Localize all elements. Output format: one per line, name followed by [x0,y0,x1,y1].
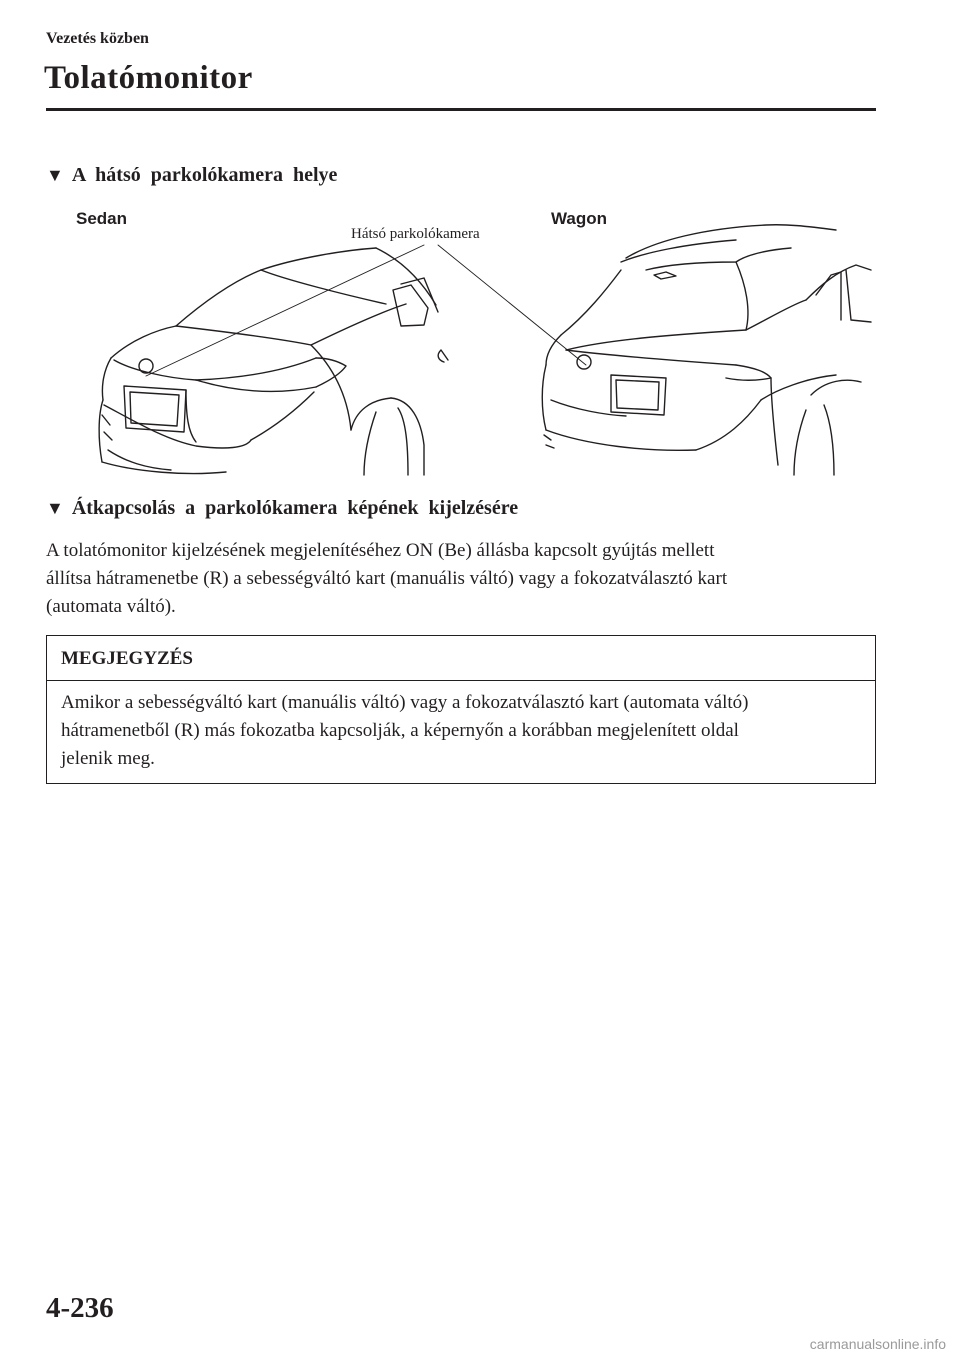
paragraph-line: állítsa hátramenetbe (R) a sebességváltó kart (manuális váltó) vagy a fokozatválasztó kart [46,568,728,589]
section-heading-switching [46,497,518,520]
section-heading-camera-location [46,164,337,187]
note-box [46,635,876,784]
page-number: 4-236 [46,1292,114,1324]
note-body [47,681,875,783]
paragraph-line: (automata váltó). [46,596,176,617]
figure-callout-rear-camera: Hátsó parkolókamera [351,226,480,242]
camera-location-figure [46,200,876,480]
paragraph-line: A tolatómonitor kijelzésének megjelenítéséhez ON (Be) állásba kapcsolt gyújtás mellett [46,540,715,561]
note-line: jelenik meg. [61,748,155,769]
section-heading-text: A hátsó parkolókamera helye [71,164,338,186]
triangle-marker-icon: ▼ [46,165,64,185]
note-line: Amikor a sebességváltó kart (manuális váltó) vagy a fokozatválasztó kart (automata váltó) [61,692,749,713]
page-title: Tolatómonitor [44,60,253,96]
title-divider [46,108,876,111]
figure-label-wagon: Wagon [551,209,608,228]
figure-label-sedan: Sedan [76,209,128,228]
section-paragraph [46,537,876,621]
triangle-marker-icon: ▼ [46,498,64,518]
chapter-label: Vezetés közben [46,30,149,47]
note-heading: MEGJEGYZÉS [47,636,875,681]
section-heading-text: Átkapcsolás a parkolókamera képének kijelzésére [71,497,519,519]
wagon-illustration [542,225,871,475]
sedan-illustration [99,248,448,475]
watermark: carmanualsonline.info [809,1336,946,1352]
note-line: hátramenetből (R) más fokozatba kapcsolják, a képernyőn a korábban megjelenített oldal [61,720,739,741]
